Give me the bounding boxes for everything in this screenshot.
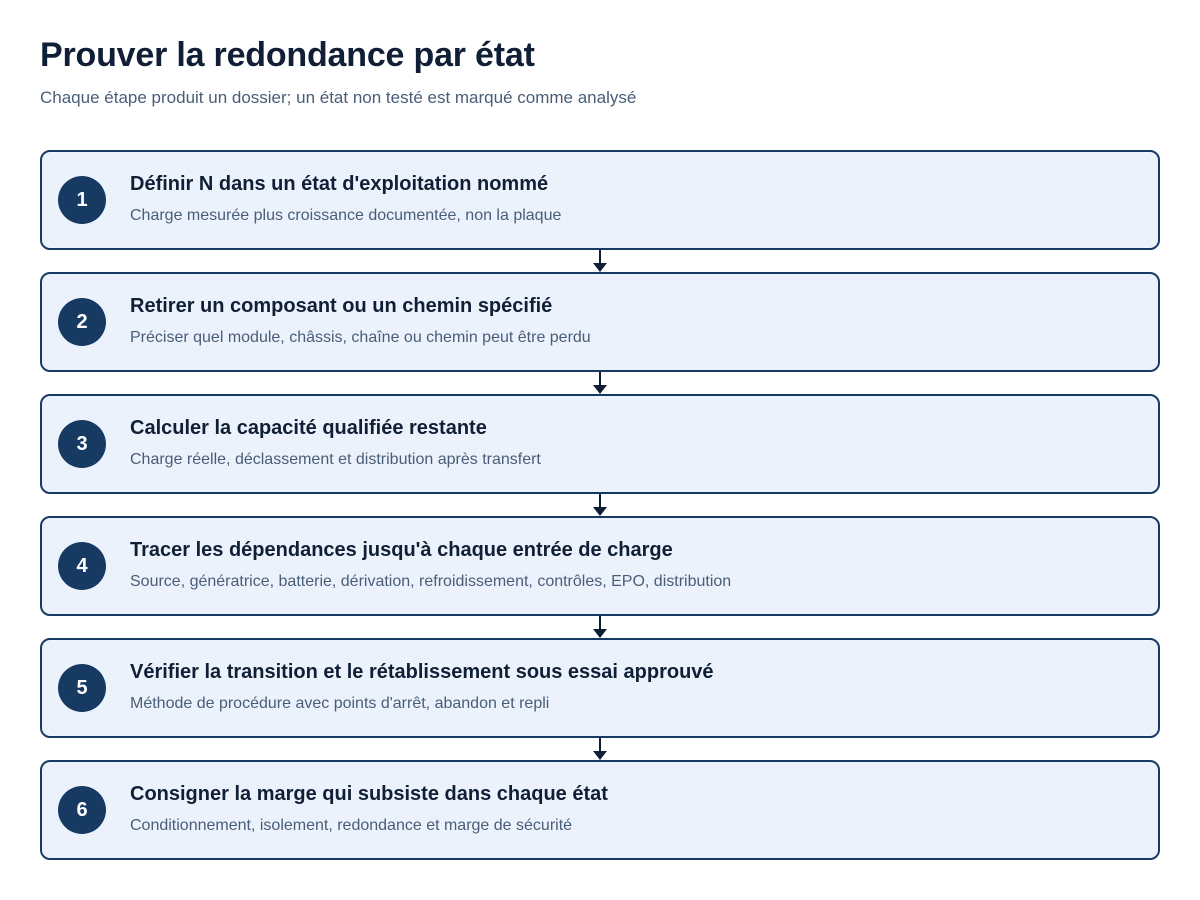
- down-arrow-icon: [593, 372, 607, 396]
- step-description: Conditionnement, isolement, redondance et marge de sécurité: [130, 817, 573, 834]
- step-number-badge: 3: [58, 420, 106, 468]
- step-card-4: [40, 516, 1160, 616]
- step-title: Retirer un composant ou un chemin spécifié: [130, 295, 553, 317]
- step-description: Charge réelle, déclassement et distribution après transfert: [130, 451, 541, 468]
- step-title: Vérifier la transition et le rétablissement sous essai approuvé: [130, 661, 714, 683]
- page-title: Prouver la redondance par état: [40, 36, 535, 74]
- step-number-badge: 1: [58, 176, 106, 224]
- step-title: Définir N dans un état d'exploitation nommé: [130, 173, 549, 195]
- step-description: Charge mesurée plus croissance documentée, non la plaque: [130, 207, 562, 224]
- page-subtitle: Chaque étape produit un dossier; un état non testé est marqué comme analysé: [40, 88, 637, 107]
- step-card-1: [40, 150, 1160, 250]
- down-arrow-icon: [593, 250, 607, 274]
- down-arrow-icon: [593, 616, 607, 640]
- step-card-6: [40, 760, 1160, 860]
- down-arrow-icon: [593, 738, 607, 762]
- step-description: Méthode de procédure avec points d'arrêt, abandon et repli: [130, 695, 550, 712]
- step-number-badge: 4: [58, 542, 106, 590]
- step-number-badge: 6: [58, 786, 106, 834]
- step-description: Source, génératrice, batterie, dérivation, refroidissement, contrôles, EPO, distribution: [130, 573, 732, 590]
- step-number-badge: 5: [58, 664, 106, 712]
- step-number-badge: 2: [58, 298, 106, 346]
- step-title: Consigner la marge qui subsiste dans chaque état: [130, 783, 608, 805]
- step-card-3: [40, 394, 1160, 494]
- step-title: Tracer les dépendances jusqu'à chaque entrée de charge: [130, 539, 673, 561]
- step-card-2: [40, 272, 1160, 372]
- step-card-5: [40, 638, 1160, 738]
- down-arrow-icon: [593, 494, 607, 518]
- step-title: Calculer la capacité qualifiée restante: [130, 417, 487, 439]
- step-description: Préciser quel module, châssis, chaîne ou chemin peut être perdu: [130, 329, 591, 346]
